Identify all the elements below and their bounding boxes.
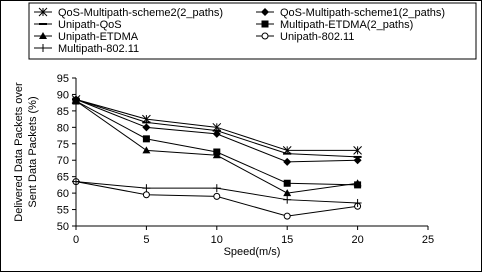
legend-entry xyxy=(256,19,413,31)
x-tick-label: 10 xyxy=(210,234,223,246)
y-tick-label: 65 xyxy=(56,171,69,184)
legend-label: QoS-Multipath-scheme2(2_paths) xyxy=(58,7,224,19)
data-point-circle xyxy=(214,193,220,199)
y-tick-label: 70 xyxy=(56,155,69,168)
x-tick-label: 5 xyxy=(143,234,150,246)
legend-marker-circle xyxy=(262,33,268,39)
y-tick-label: 60 xyxy=(56,188,69,201)
y-tick-label: 90 xyxy=(56,89,69,102)
data-point-circle xyxy=(143,192,149,198)
legend-marker-square xyxy=(262,21,269,28)
legend-entry xyxy=(256,7,445,19)
legend-label: Multipath-802.11 xyxy=(58,43,140,55)
x-axis-title: Speed(m/s) xyxy=(223,246,281,258)
x-tick-label: 20 xyxy=(351,234,364,246)
y-tick-label: 55 xyxy=(56,204,69,217)
legend xyxy=(29,3,476,59)
legend-entry xyxy=(34,7,223,19)
x-tick-label: 15 xyxy=(281,234,294,246)
y-tick-label: 85 xyxy=(56,105,69,118)
y-tick-label: 50 xyxy=(56,221,69,233)
x-tick-label: 25 xyxy=(421,234,435,246)
data-point-square xyxy=(284,180,291,187)
legend-label: Unipath-ETDMA xyxy=(58,31,139,43)
data-point-circle xyxy=(284,213,290,219)
y-tick-label: 75 xyxy=(56,138,69,151)
x-tick-label: 0 xyxy=(72,234,80,246)
legend-label: Unipath-QoS xyxy=(58,19,122,31)
y-axis-title-line-2: Sent Data Packets (%) xyxy=(27,96,39,208)
y-tick-label: 80 xyxy=(56,122,69,135)
legend-label: Multipath-ETDMA(2_paths) xyxy=(280,19,414,31)
y-tick-label: 95 xyxy=(56,73,69,85)
data-point-square xyxy=(143,135,150,142)
y-axis-title-line-1: Delivered Data Packets over xyxy=(13,82,25,222)
legend-label: Unipath-802.11 xyxy=(280,31,355,43)
legend-label: QoS-Multipath-scheme1(2_paths) xyxy=(280,7,446,19)
